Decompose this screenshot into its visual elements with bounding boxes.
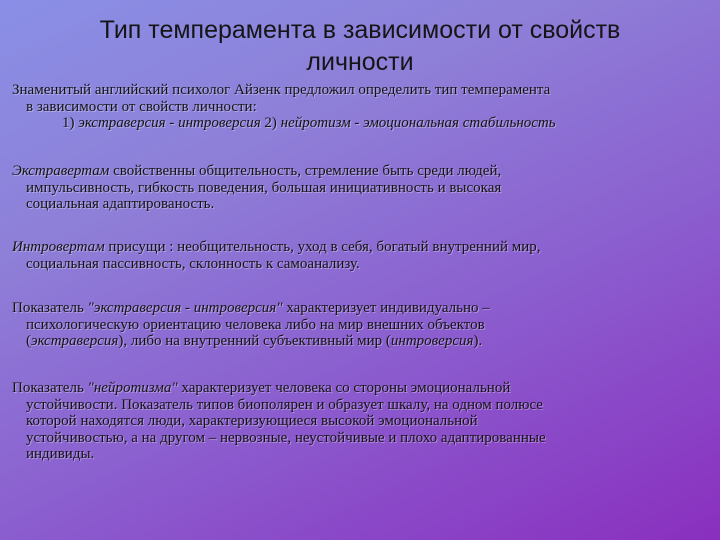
title-line-1: Тип темперамента в зависимости от свойств	[99, 16, 621, 44]
title-line-2: личности	[306, 48, 414, 76]
neuroticism-indicator-line-1	[12, 380, 712, 397]
neuroticism-indicator-line-1-rest: характеризует человека со стороны эмоциональной	[177, 380, 511, 396]
paren-open: (	[26, 333, 31, 349]
neuroticism-indicator-line-5: индивиды.	[26, 446, 95, 462]
extraversion-indicator-lead: Показатель	[12, 300, 88, 316]
intro-line-2: в зависимости от свойств личности:	[26, 98, 257, 115]
extraverts-line-1	[12, 163, 712, 180]
introverts-line-1-rest: присущи : необщительность, уход в себя, богатый внутренний мир,	[104, 239, 541, 255]
extraverts-term: Экстравертам	[12, 163, 110, 179]
neuroticism-indicator-line-2: устойчивости. Показатель типов биополярен и образует шкалу, на одном полюсе	[26, 396, 543, 413]
neuroticism-indicator-term: "нейротизма"	[87, 380, 178, 396]
neuroticism-indicator-lead: Показатель	[12, 380, 88, 396]
intro-line-1: Знаменитый английский психолог Айзенк предложил определить тип темперамента	[12, 82, 551, 98]
extraverts-line-3: социальная адаптированость.	[26, 196, 215, 212]
intro-paragraph	[12, 82, 712, 132]
extraversion-indicator-line-1-rest: характеризует индивидуально –	[282, 300, 490, 316]
introverts-term: Интровертам	[12, 239, 105, 255]
extraversion-indicator-line-1	[12, 300, 712, 317]
intro-num-1: 1)	[62, 115, 79, 131]
neuroticism-indicator-paragraph	[12, 380, 712, 463]
extraverts-paragraph	[12, 163, 712, 213]
extraversion-indicator-line-2: психологическую ориентацию человека либо на мир внешних объектов	[26, 316, 485, 333]
line-3-middle: ), либо на внутренний субъективный мир (	[118, 333, 391, 349]
intro-item-2: нейротизм - эмоциональная стабильность	[280, 115, 556, 131]
introverts-line-2: социальная пассивность, склонность к самоанализу.	[26, 255, 360, 272]
paren-close: ).	[473, 333, 483, 349]
extraversion-indicator-paragraph	[12, 300, 712, 350]
intro-line-3	[12, 115, 712, 132]
neuroticism-indicator-line-4: устойчивостью, а на другом – нервозные, неустойчивые и плохо адаптированные	[26, 429, 546, 446]
introversion-term: интроверсия	[390, 333, 474, 349]
introverts-paragraph	[12, 239, 712, 272]
slide-title	[20, 14, 700, 78]
extraverts-line-1-rest: свойственны общительность, стремление быть среди людей,	[109, 163, 502, 179]
intro-item-1: экстраверсия - интроверсия	[78, 115, 261, 131]
extraversion-term: экстраверсия	[31, 333, 119, 349]
extraversion-indicator-term: "экстраверсия - интроверсия"	[87, 300, 283, 316]
extraverts-line-2: импульсивность, гибкость поведения, большая инициативность и высокая	[26, 179, 502, 196]
extraversion-indicator-line-3	[12, 333, 712, 350]
intro-num-2: 2)	[260, 115, 281, 131]
introverts-line-1	[12, 239, 712, 256]
neuroticism-indicator-line-3: которой находятся люди, характеризующиеся высокой эмоциональной	[26, 413, 478, 429]
